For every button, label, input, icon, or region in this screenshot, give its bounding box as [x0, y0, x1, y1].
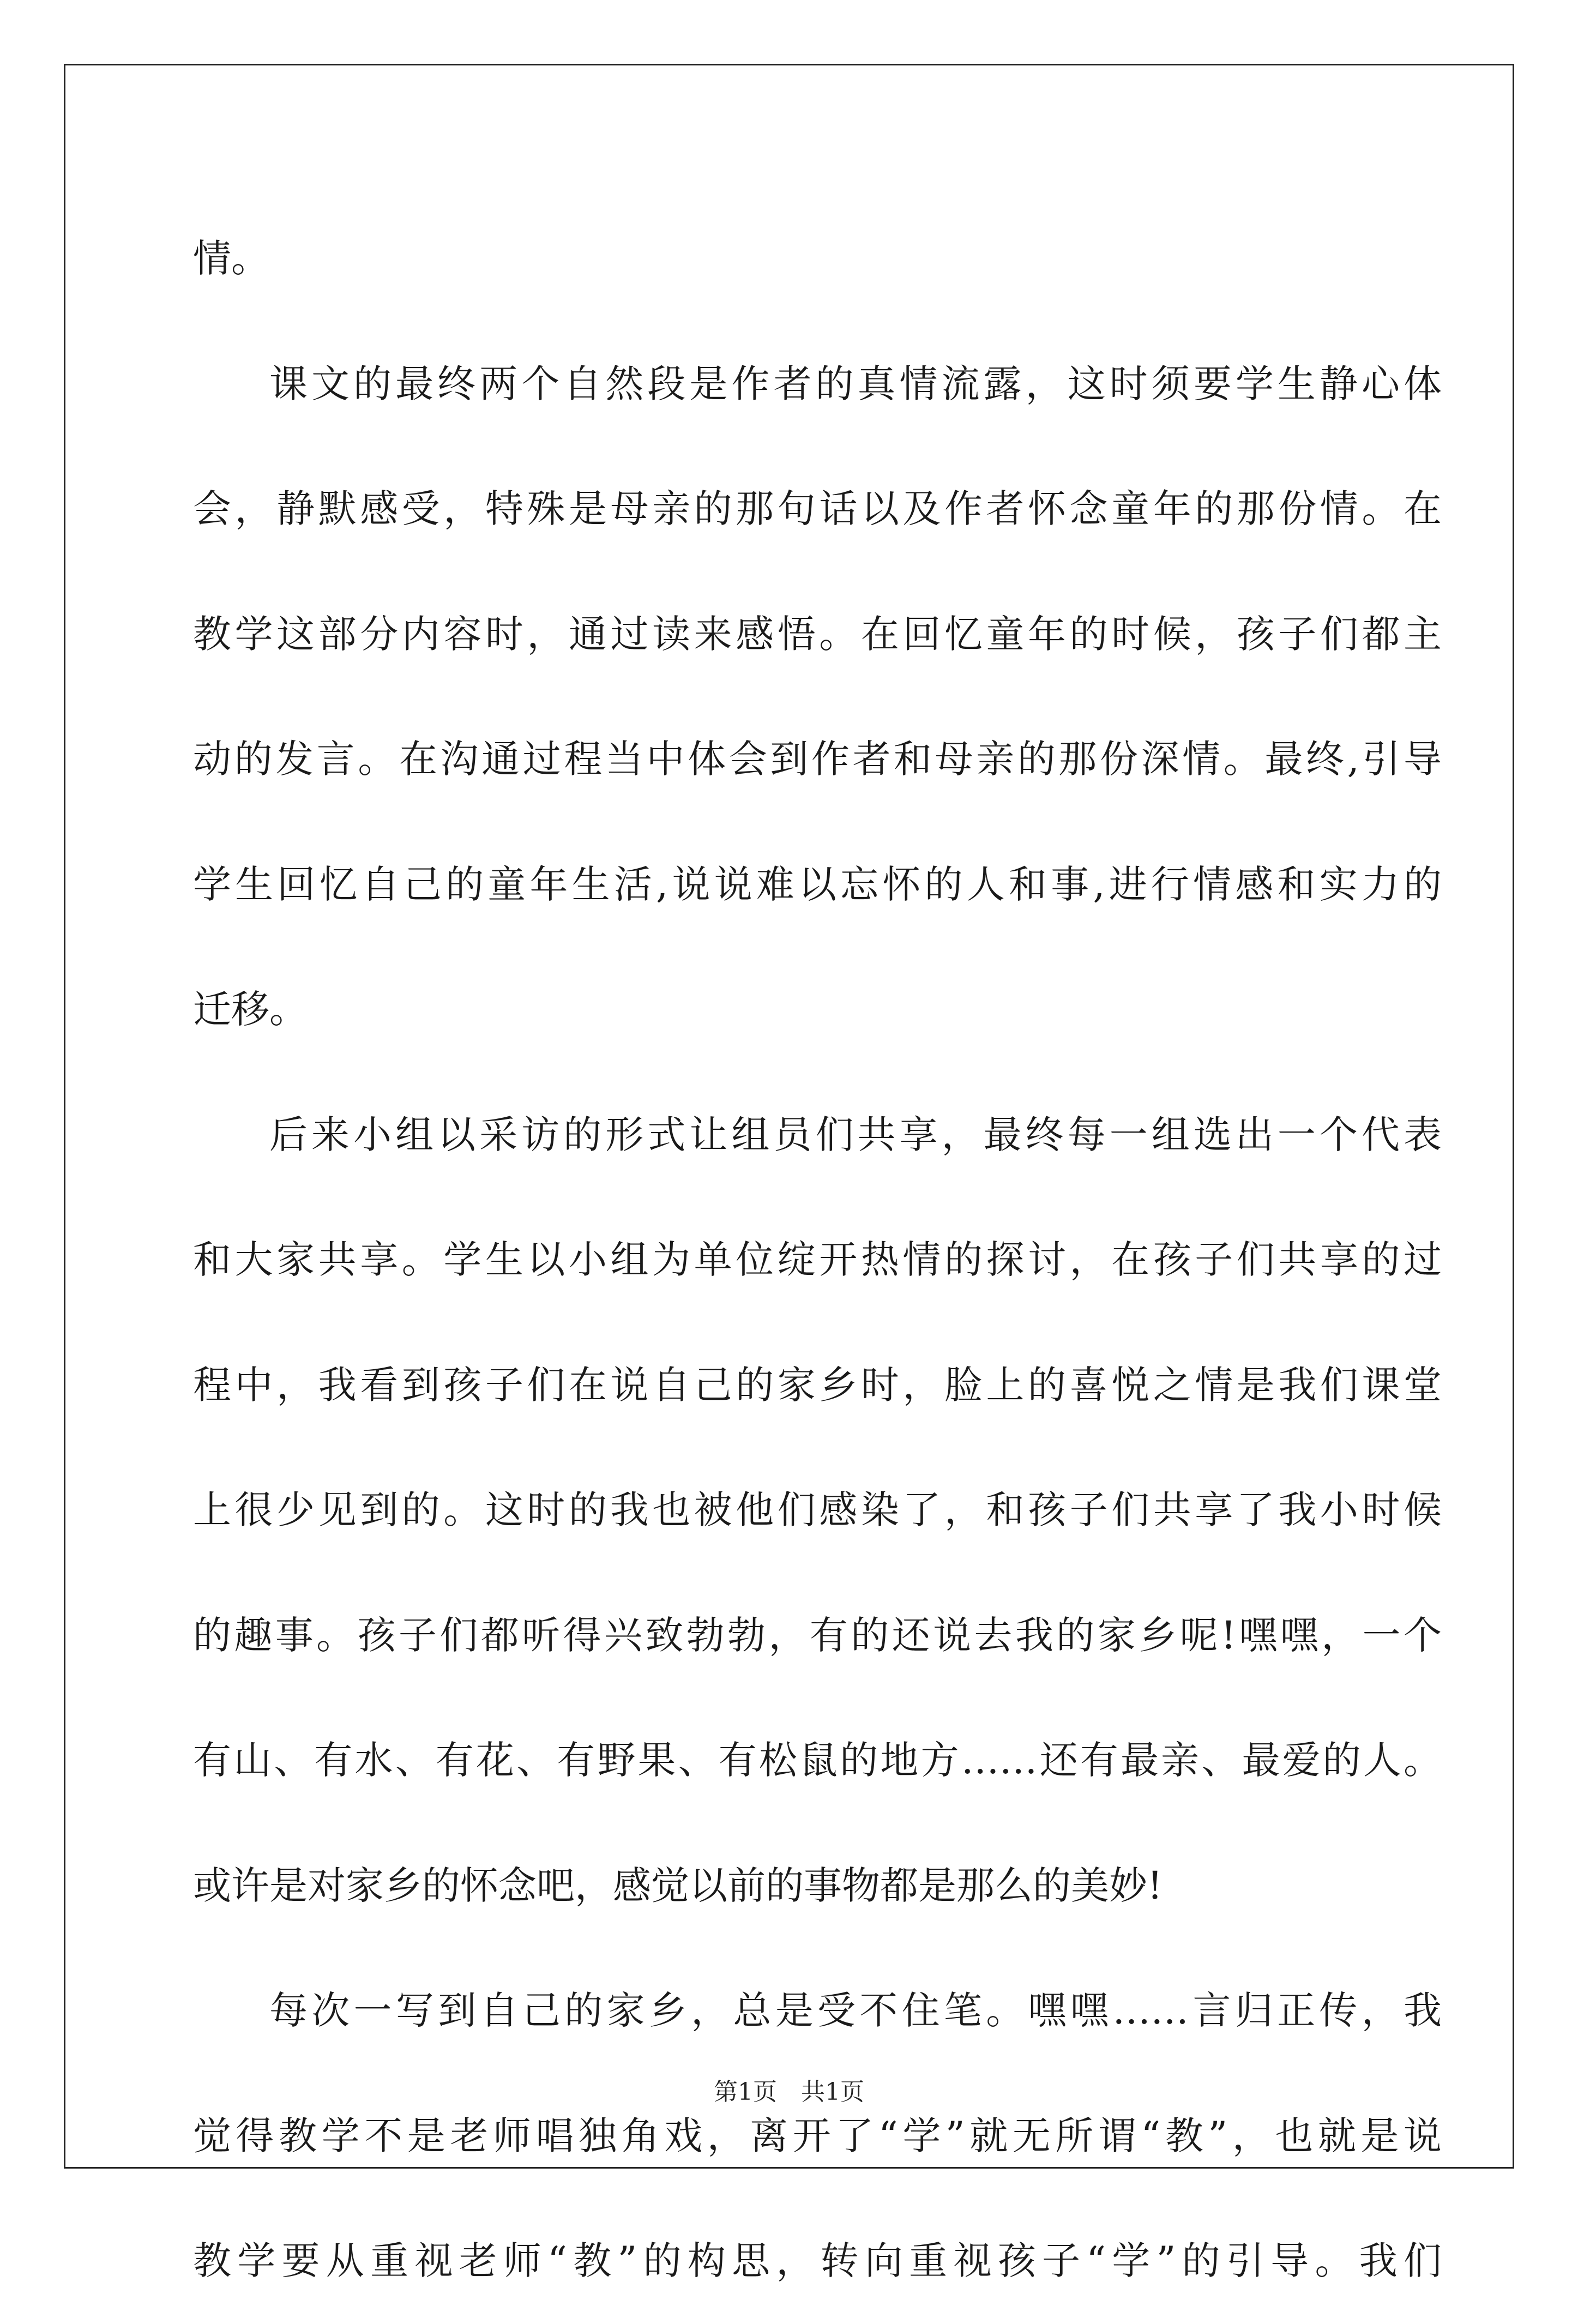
- text-line: 的趣事。孩子们都听得兴致勃勃，有的还说去我的家乡呢!嘿嘿，一个: [193, 1612, 1442, 1658]
- text-line: 教学这部分内容时，通过读来感悟。在回忆童年的时候，孩子们都主: [193, 611, 1442, 657]
- text-line: 有山、有水、有花、有野果、有松鼠的地方……还有最亲、最爱的人。: [193, 1738, 1442, 1783]
- document-body: [193, 196, 1442, 2324]
- text-line: 动的发言。在沟通过程当中体会到作者和母亲的那份深情。最终,引导: [193, 737, 1442, 781]
- text-line: 和大家共享。学生以小组为单位绽开热情的探讨，在孩子们共享的过: [193, 1237, 1442, 1282]
- text-line: 会，静默感受，特殊是母亲的那句话以及作者怀念童年的那份情。在: [193, 486, 1442, 531]
- page-footer: 第1页 共1页: [714, 2078, 864, 2106]
- text-line: 觉得教学不是老师唱独角戏，离开了“学”就无所谓“教”，也就是说: [193, 2113, 1442, 2158]
- text-line: 上很少见到的。这时的我也被他们感染了，和孩子们共享了我小时候: [193, 1488, 1442, 1532]
- text-line: 教学要从重视老师“教”的构思，转向重视孩子“学”的引导。我们: [193, 2238, 1442, 2283]
- text-line: 情。: [193, 236, 269, 281]
- text-line: 学生回忆自己的童年生活,说说难以忘怀的人和事,进行情感和实力的: [193, 862, 1442, 907]
- text-line: 迁移。: [193, 987, 308, 1032]
- text-line: 或许是对家乡的怀念吧，感觉以前的事物都是那么的美妙!: [193, 1863, 1163, 1908]
- text-line: 课文的最终两个自然段是作者的真情流露，这时须要学生静心体: [269, 361, 1442, 406]
- text-line: 后来小组以采访的形式让组员们共享，最终每一组选出一个代表: [269, 1112, 1442, 1157]
- text-line: 每次一写到自己的家乡，总是受不住笔。嘿嘿……言归正传，我: [269, 1988, 1442, 2033]
- text-line: 程中，我看到孩子们在说自己的家乡时，脸上的喜悦之情是我们课堂: [193, 1362, 1442, 1407]
